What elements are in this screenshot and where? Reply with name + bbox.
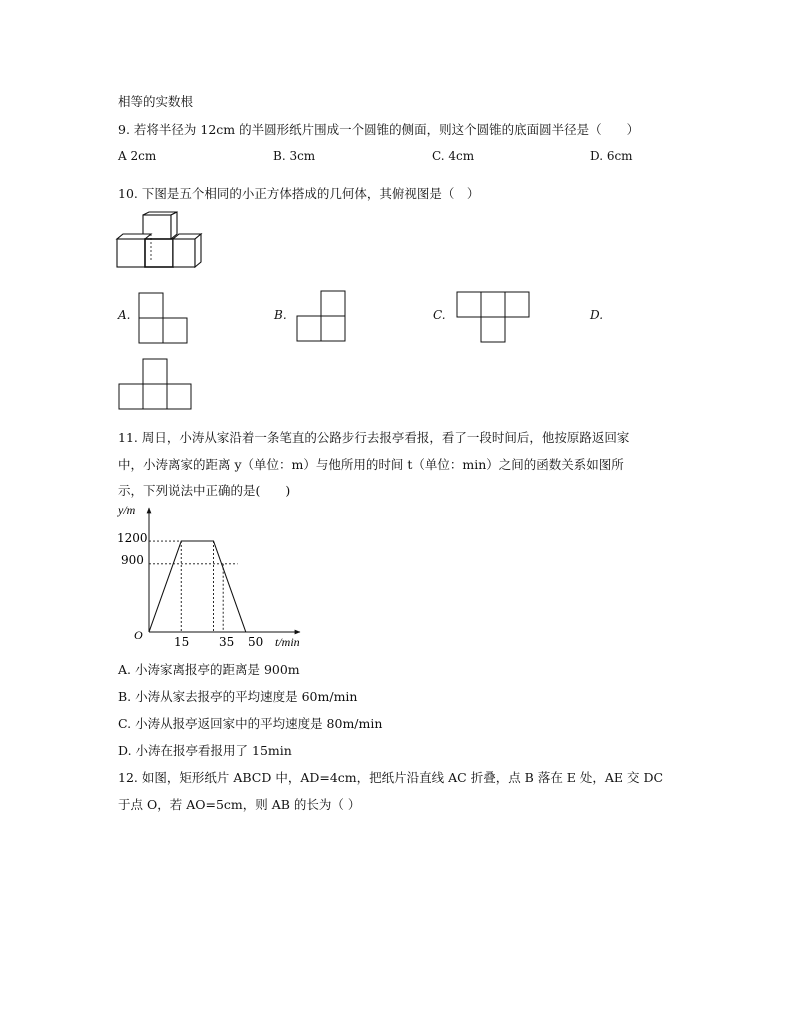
previous-question-tail: 相等的实数根 [118,94,194,109]
series-line [149,541,246,632]
x-axis-label: t/min [275,635,300,649]
x-tick-label-50: 50 [248,635,264,649]
q9-option-c[interactable]: C. 4cm [432,149,475,163]
y-tick-label-900: 900 [121,553,144,567]
distance-time-chart [112,505,322,650]
q9-option-a[interactable]: A 2cm [118,149,157,163]
y-tick-label-1200: 1200 [117,531,148,545]
q11-option-c[interactable]: C. 小涛从报亭返回家中的平均速度是 80m/min [118,716,383,731]
question-11-line-3: 示，下列说法中正确的是( ) [118,483,291,498]
q9-option-d[interactable]: D. 6cm [590,149,633,163]
q9-option-b[interactable]: B. 3cm [273,149,316,163]
question-12-line-1: 12. 如图，矩形纸片 ABCD 中，AD=4cm，把纸片沿直线 AC 折叠，点 B 落在 E 处，AE 交 DC [118,770,664,785]
q11-option-a[interactable]: A. 小涛家离报亭的距离是 900m [118,662,300,677]
q11-option-d[interactable]: D. 小涛在报亭看报用了 15min [118,743,292,758]
x-tick-label-15: 15 [174,635,190,649]
q10-option-d-figure [118,358,198,414]
question-11-line-1: 11. 周日，小涛从家沿着一条笔直的公路步行去报亭看报，看了一段时间后，他按原路返回家 [118,430,630,445]
q10-option-c-figure [456,291,536,347]
q11-option-b[interactable]: B. 小涛从家去报亭的平均速度是 60m/min [118,689,358,704]
question-11-line-2: 中，小涛离家的距离 y（单位：m）与他所用的时间 t（单位：min）之间的函数关系如图所 [118,457,624,472]
q10-option-a-figure [138,292,198,348]
question-12-line-2: 于点 O，若 AO=5cm，则 AB 的长为（ ） [118,797,361,812]
q10-option-b-label[interactable]: B. [274,308,287,322]
q10-option-a-label[interactable]: A. [118,308,131,322]
x-tick-label-35: 35 [219,635,235,649]
origin-label: O [134,628,143,642]
cube-stack-figure [115,212,205,272]
q10-option-c-label[interactable]: C. [433,308,446,322]
y-axis-label: y/m [118,503,136,517]
question-10-text: 10. 下图是五个相同的小正方体搭成的几何体，其俯视图是（ ） [118,186,480,201]
question-9-text: 9. 若将半径为 12cm 的半圆形纸片围成一个圆锥的侧面，则这个圆锥的底面圆半径是（ ） [118,122,640,137]
q10-option-d-label[interactable]: D. [590,308,604,322]
q10-option-b-figure [296,290,356,346]
